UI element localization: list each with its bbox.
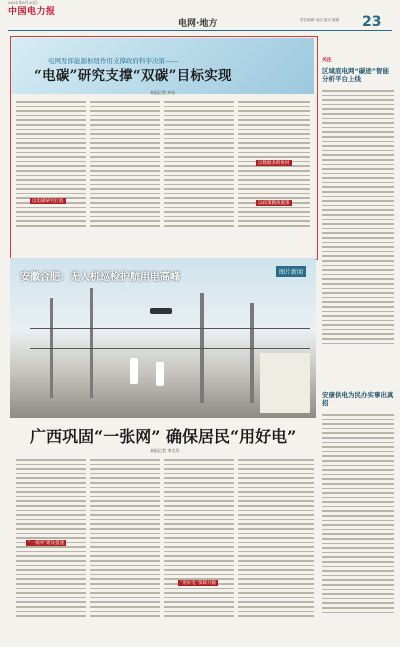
second-article-column-2 <box>90 456 160 642</box>
lead-article-column-4 <box>238 98 310 248</box>
second-article-column-4 <box>238 456 314 642</box>
second-article-column-3 <box>164 456 234 642</box>
second-article-title[interactable]: 广西巩固“一张网” 确保居民“用好电” <box>30 427 297 446</box>
lead-article-column-1 <box>16 98 86 248</box>
lead-article-byline: 本报记者 齐东 <box>150 90 176 95</box>
issue-date: 2021年8月20日 <box>8 0 38 5</box>
lead-article-title[interactable]: “电碳”研究支撑“双碳”目标实现 <box>34 68 232 84</box>
lead-article-column-3 <box>164 98 234 248</box>
photo-title: 安徽合肥：无人机巡检护航用电高峰 <box>20 272 180 283</box>
lead-article-subhead-3: 以政策精准施策 <box>258 201 290 206</box>
sidebar-column <box>322 36 394 640</box>
sidebar-article-1-body <box>322 87 394 387</box>
second-article-byline: 本报记者 李太均 <box>150 448 180 453</box>
second-article-subhead-1: “一张网”建设提速 <box>28 541 65 546</box>
sidebar-tag: 关注 <box>322 58 332 63</box>
second-article-subhead-2: “用好电”保障升级 <box>180 581 217 586</box>
second-article-column-1 <box>16 456 86 642</box>
sidebar-headline-2[interactable]: 安康供电为民办实事出真招 <box>322 391 394 407</box>
lead-article-subhead-1: 以电碳研究打底 <box>32 199 64 204</box>
section-title: 电网·地方 <box>178 19 218 29</box>
sidebar-headline-1[interactable]: 区域底电网“碳迹”智能分析平台上线 <box>322 67 390 83</box>
lead-article-column-2 <box>90 98 160 248</box>
header-rule <box>8 30 392 31</box>
lead-article-subtitle: 电网发挥能源枢纽作用支撑政府科学决策—— <box>48 57 178 65</box>
photo-news-badge: 图片新闻 <box>276 266 306 277</box>
page-number: 23 <box>362 14 382 30</box>
sidebar-article-2-body <box>322 411 394 641</box>
lead-article-subhead-2: 以数据多跨协同 <box>258 161 290 166</box>
newspaper-brand: 中国电力报 <box>8 7 56 17</box>
editor-contacts: 责任编辑 电话 版式 邮箱 <box>300 18 340 22</box>
